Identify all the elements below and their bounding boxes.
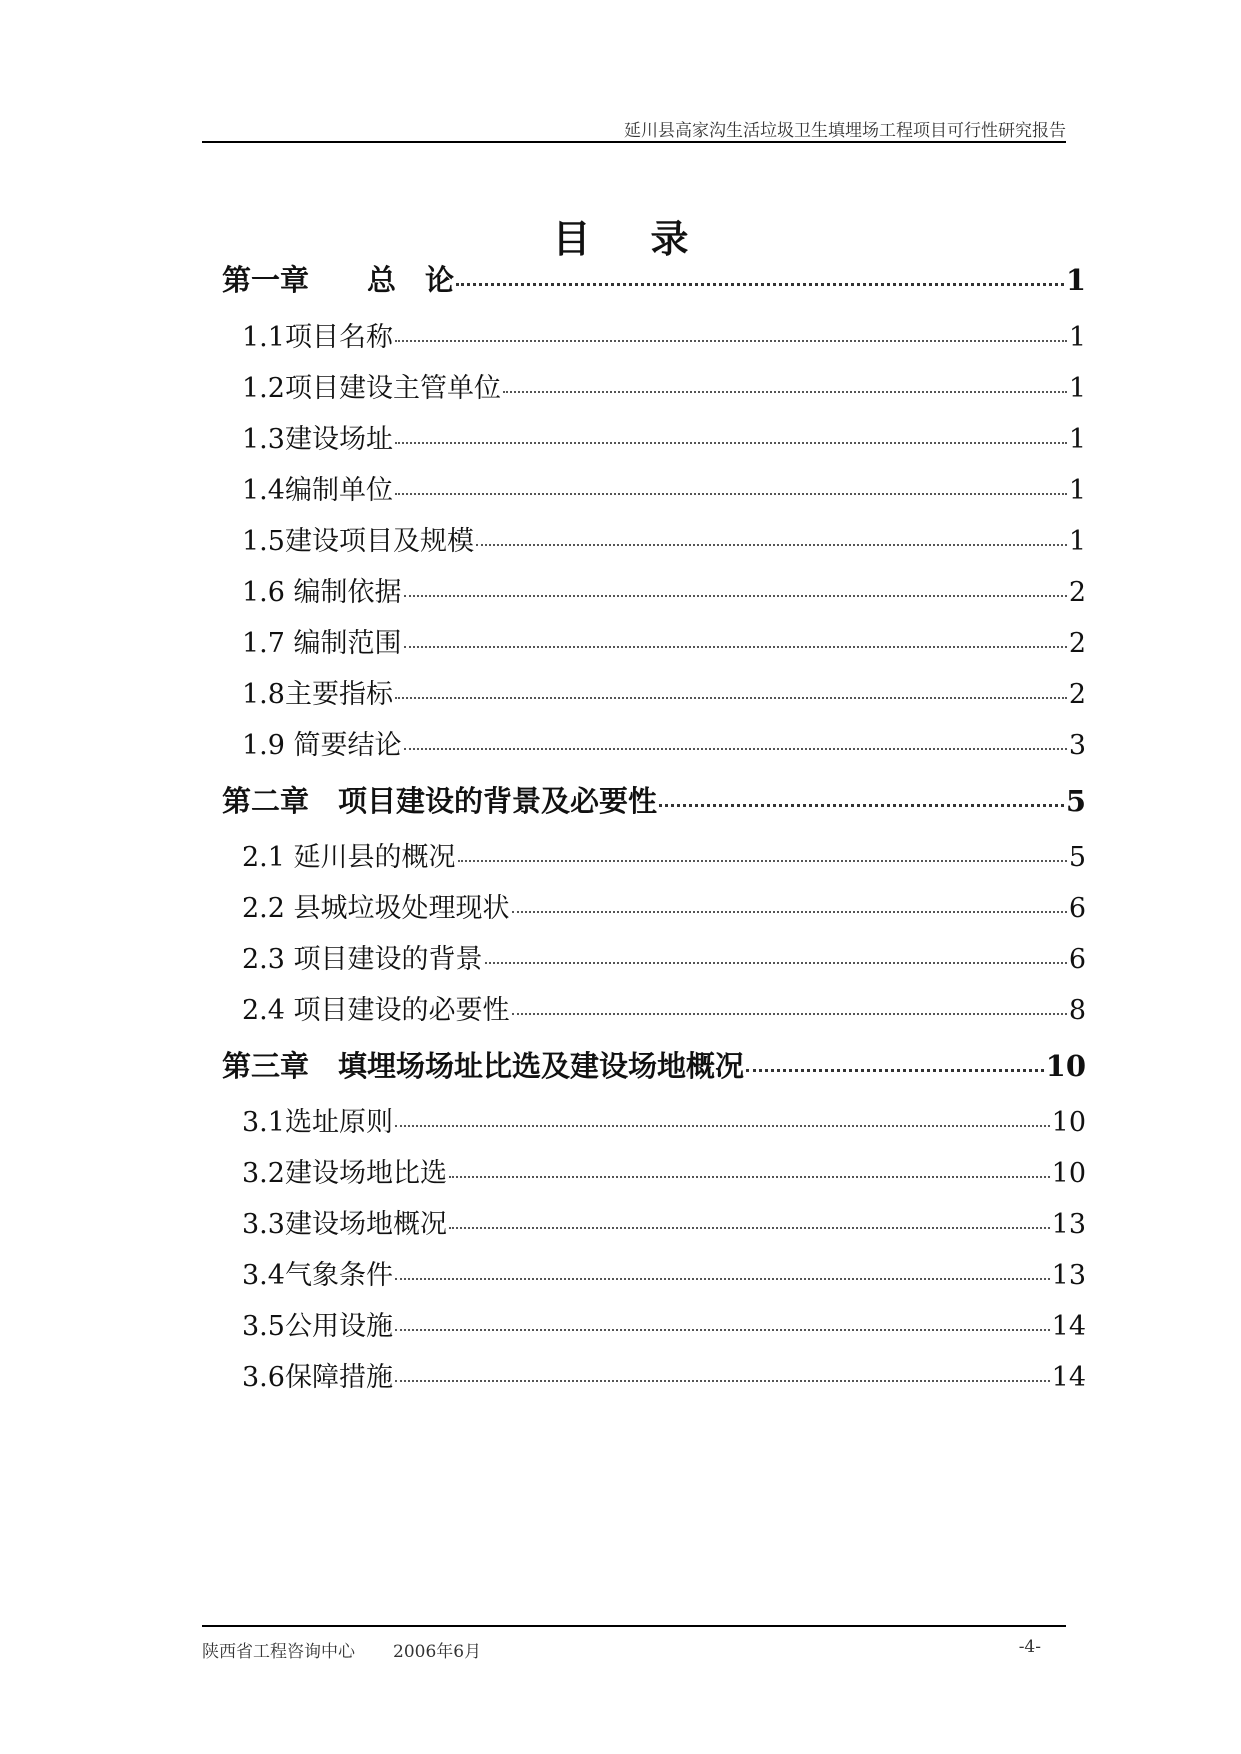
toc-entry-chapter-3[interactable] [222,1044,1086,1085]
toc-page-number: 1 [1068,475,1086,506]
toc-page-number: 2 [1068,628,1086,659]
toc-entry-label: 1.6 编制依据 [242,577,402,608]
toc-leader-dots [512,1013,1067,1015]
toc-entry-label: 3.2建设场地比选 [242,1158,447,1189]
footer-date: 2006年6月 [393,1642,482,1662]
toc-entry-section[interactable] [242,886,1086,925]
toc-leader-dots [456,283,1064,286]
toc-entry-section[interactable] [242,937,1086,976]
toc-leader-dots [395,442,1067,444]
toc-leader-dots [395,1125,1050,1127]
toc-entry-label: 3.1选址原则 [242,1107,393,1138]
toc-title: 目录 [552,216,749,261]
toc-entry-section[interactable] [242,835,1086,874]
toc-entry-section[interactable] [242,570,1086,609]
toc-leader-dots [449,1227,1050,1229]
toc-leader-dots [503,391,1067,393]
toc-entry-chapter-1[interactable] [222,258,1086,299]
toc-leader-dots [395,1380,1050,1382]
toc-entry-section[interactable] [242,417,1086,456]
toc-entry-section[interactable] [242,366,1086,405]
toc-entry-section[interactable] [242,1151,1086,1190]
toc-entry-section[interactable] [242,519,1086,558]
toc-entry-section[interactable] [242,988,1086,1027]
toc-entry-label: 1.8主要指标 [242,679,393,710]
toc-leader-dots [404,646,1067,648]
toc-leader-dots [458,860,1067,862]
toc-entry-label: 3.3建设场地概况 [242,1209,447,1240]
toc-leader-dots [395,697,1067,699]
toc-entry-label: 1.1项目名称 [242,322,393,353]
toc-leader-dots [746,1069,1044,1072]
toc-entry-label: 第三章 填埋场场址比选及建设场地概况 [222,1049,745,1083]
toc-leader-dots [404,748,1067,750]
toc-page-number: 6 [1068,944,1086,975]
toc-page-number: 2 [1068,679,1086,710]
toc-entry-label: 1.5建设项目及规模 [242,526,474,557]
toc-entry-section[interactable] [242,1100,1086,1139]
footer [202,1637,519,1662]
toc-leader-dots [485,962,1067,964]
toc-entry-section[interactable] [242,1253,1086,1292]
toc-page-number: 14 [1051,1311,1086,1342]
toc-page-number: 14 [1051,1362,1086,1393]
toc-entry-label: 2.1 延川县的概况 [242,842,456,873]
toc-entry-label: 1.4编制单位 [242,475,393,506]
toc-entry-chapter-2[interactable] [222,779,1086,820]
toc-page-number: 10 [1045,1049,1086,1083]
toc-entry-section[interactable] [242,723,1086,762]
toc-leader-dots [395,1329,1050,1331]
toc-page-number: 1 [1065,263,1086,297]
toc-entry-label: 第一章 总 论 [222,263,455,297]
toc-entry-section[interactable] [242,468,1086,507]
toc-page-number: 10 [1051,1158,1086,1189]
toc-leader-dots [404,595,1067,597]
toc-entry-label: 1.2项目建设主管单位 [242,373,501,404]
footer-organization: 陕西省工程咨询中心 [202,1642,355,1662]
toc-page-number: 2 [1068,577,1086,608]
footer-rule [202,1625,1066,1627]
toc-leader-dots [659,804,1064,807]
toc-entry-label: 3.4气象条件 [242,1260,393,1291]
running-header: 延川县高家沟生活垃圾卫生填埋场工程项目可行性研究报告 [624,121,1066,141]
toc-entry-label: 3.5公用设施 [242,1311,393,1342]
toc-entry-label: 2.4 项目建设的必要性 [242,995,510,1026]
toc-entry-label: 第二章 项目建设的背景及必要性 [222,784,658,818]
toc-entry-section[interactable] [242,315,1086,354]
toc-entry-label: 1.9 简要结论 [242,730,402,761]
toc-entry-label: 2.2 县城垃圾处理现状 [242,893,510,924]
page-number: -4- [1018,1637,1041,1657]
toc-page-number: 1 [1068,424,1086,455]
toc-page-number: 1 [1068,373,1086,404]
toc-page-number: 13 [1051,1260,1086,1291]
toc-page-number: 1 [1068,322,1086,353]
toc-page-number: 3 [1068,730,1086,761]
toc-page-number: 13 [1051,1209,1086,1240]
toc-entry-label: 2.3 项目建设的背景 [242,944,483,975]
toc-entry-section[interactable] [242,672,1086,711]
toc-leader-dots [476,544,1067,546]
toc-entry-label: 3.6保障措施 [242,1362,393,1393]
toc-leader-dots [512,911,1067,913]
toc-entry-label: 1.3建设场址 [242,424,393,455]
toc-page-number: 10 [1051,1107,1086,1138]
header-rule [202,141,1066,143]
toc-leader-dots [395,340,1067,342]
toc-leader-dots [395,493,1067,495]
toc-entry-section[interactable] [242,1355,1086,1394]
toc-page-number: 1 [1068,526,1086,557]
toc-entry-section[interactable] [242,621,1086,660]
toc-page-number: 5 [1065,784,1086,818]
toc-page-number: 6 [1068,893,1086,924]
toc-entry-section[interactable] [242,1202,1086,1241]
toc-page-number: 5 [1068,842,1086,873]
toc-leader-dots [449,1176,1050,1178]
toc-entry-section[interactable] [242,1304,1086,1343]
toc-leader-dots [395,1278,1050,1280]
toc-page-number: 8 [1068,995,1086,1026]
toc-entry-label: 1.7 编制范围 [242,628,402,659]
